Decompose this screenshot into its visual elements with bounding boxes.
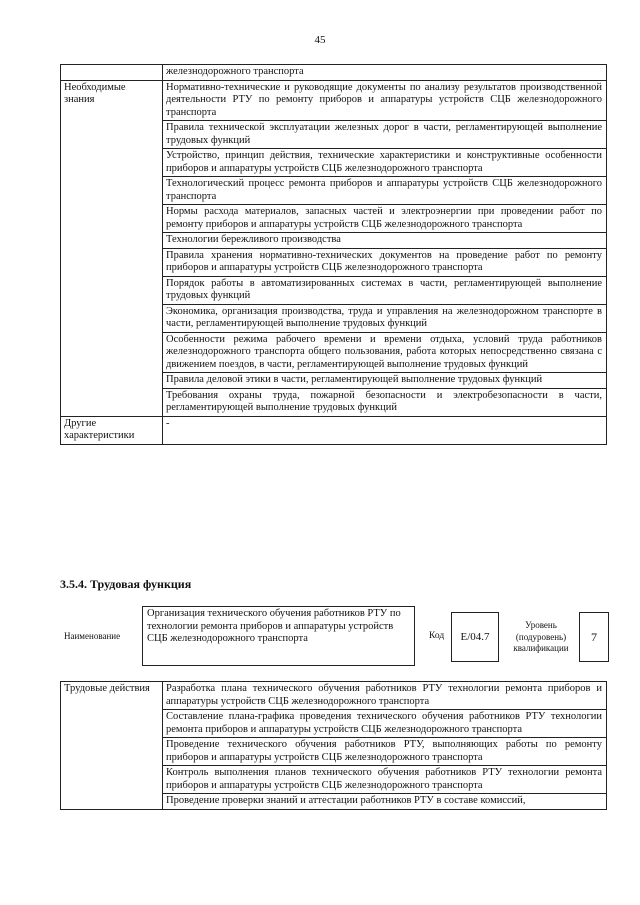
- section-title: 3.5.4. Трудовая функция: [60, 577, 192, 591]
- knowledge-item: Особенности режима рабочего времени и времени отдыха, условий труда работников железнодорожного транспорта общего пользования, работа которых непосредственно связана с движением поездов, в части, регламентирующей выполнение трудовых функций: [163, 332, 607, 373]
- knowledge-item: Технологический процесс ремонта приборов и аппаратуры устройств СЦБ железнодорожного транспорта: [163, 177, 607, 205]
- knowledge-item: Порядок работы в автоматизированных системах в части, регламентирующей выполнение трудовых функций: [163, 276, 607, 304]
- code-label: Код: [429, 631, 445, 641]
- knowledge-item: -: [163, 416, 607, 444]
- knowledge-item: Нормативно-технические и руководящие документы по анализу результатов производственной деятельности РТУ по ремонту приборов и аппаратуры устройств СЦБ железнодорожного транспорта: [163, 80, 607, 121]
- action-item: Проведение проверки знаний и аттестации работников РТУ в составе комиссий,: [163, 794, 607, 810]
- table-row: [61, 80, 607, 121]
- table-row: [61, 65, 607, 81]
- row-label: Трудовые действия: [61, 682, 163, 810]
- knowledge-item: Устройство, принцип действия, технические характеристики и конструктивные особенности приборов и аппаратуры устройств СЦБ железнодорожного транспорта: [163, 149, 607, 177]
- knowledge-item: Технологии бережливого производства: [163, 233, 607, 249]
- row-label: [61, 65, 163, 81]
- table-row: [61, 682, 607, 710]
- knowledge-item: Требования охраны труда, пожарной безопасности и электробезопасности в части, регламентирующей выполнение трудовых функций: [163, 388, 607, 416]
- knowledge-item: Нормы расхода материалов, запасных частей и электроэнергии при проведении работ по ремонту приборов и аппаратуры устройств СЦБ железнодорожного транспорта: [163, 205, 607, 233]
- knowledge-item: Правила хранения нормативно-технических документов на проведение работ по ремонту приборов и аппаратуры устройств СЦБ железнодорожного транспорта: [163, 248, 607, 276]
- action-item: Контроль выполнения планов технического обучения работников РТУ технологии ремонта приборов и аппаратуры устройств СЦБ железнодорожного транспорта: [163, 766, 607, 794]
- knowledge-item: Правила технической эксплуатации железных дорог в части, регламентирующей выполнение трудовых функций: [163, 121, 607, 149]
- action-item: Разработка плана технического обучения работников РТУ технологии ремонта приборов и аппаратуры устройств СЦБ железнодорожного транспорта: [163, 682, 607, 710]
- knowledge-item: железнодорожного транспорта: [163, 65, 607, 81]
- requirements-table: [60, 64, 607, 445]
- actions-table: [60, 681, 607, 810]
- level-value: 7: [579, 612, 609, 662]
- row-label: Другие характеристики: [61, 416, 163, 444]
- code-value: E/04.7: [451, 612, 499, 662]
- knowledge-item: Экономика, организация производства, труда и управления на железнодорожном транспорте в части, регламентирующей выполнение трудовых функций: [163, 304, 607, 332]
- name-label: Наименование: [64, 631, 121, 641]
- name-value: Организация технического обучения работников РТУ по технологии ремонта приборов и аппаратуры устройств СЦБ железнодорожного транспорта: [142, 606, 415, 666]
- knowledge-item: Правила деловой этики в части, регламентирующей выполнение трудовых функций: [163, 373, 607, 389]
- level-label: Уровень (подуровень) квалификации: [513, 620, 569, 653]
- function-header: [60, 606, 607, 668]
- page-number: 45: [314, 34, 326, 46]
- table-row: [61, 416, 607, 444]
- action-item: Проведение технического обучения работников РТУ, выполняющих работы по ремонту приборов и аппаратуры устройств СЦБ железнодорожного транспорта: [163, 738, 607, 766]
- action-item: Составление плана-графика проведения технического обучения работников РТУ технологии ремонта приборов и аппаратуры устройств СЦБ железнодорожного транспорта: [163, 710, 607, 738]
- row-label: Необходимые знания: [61, 80, 163, 416]
